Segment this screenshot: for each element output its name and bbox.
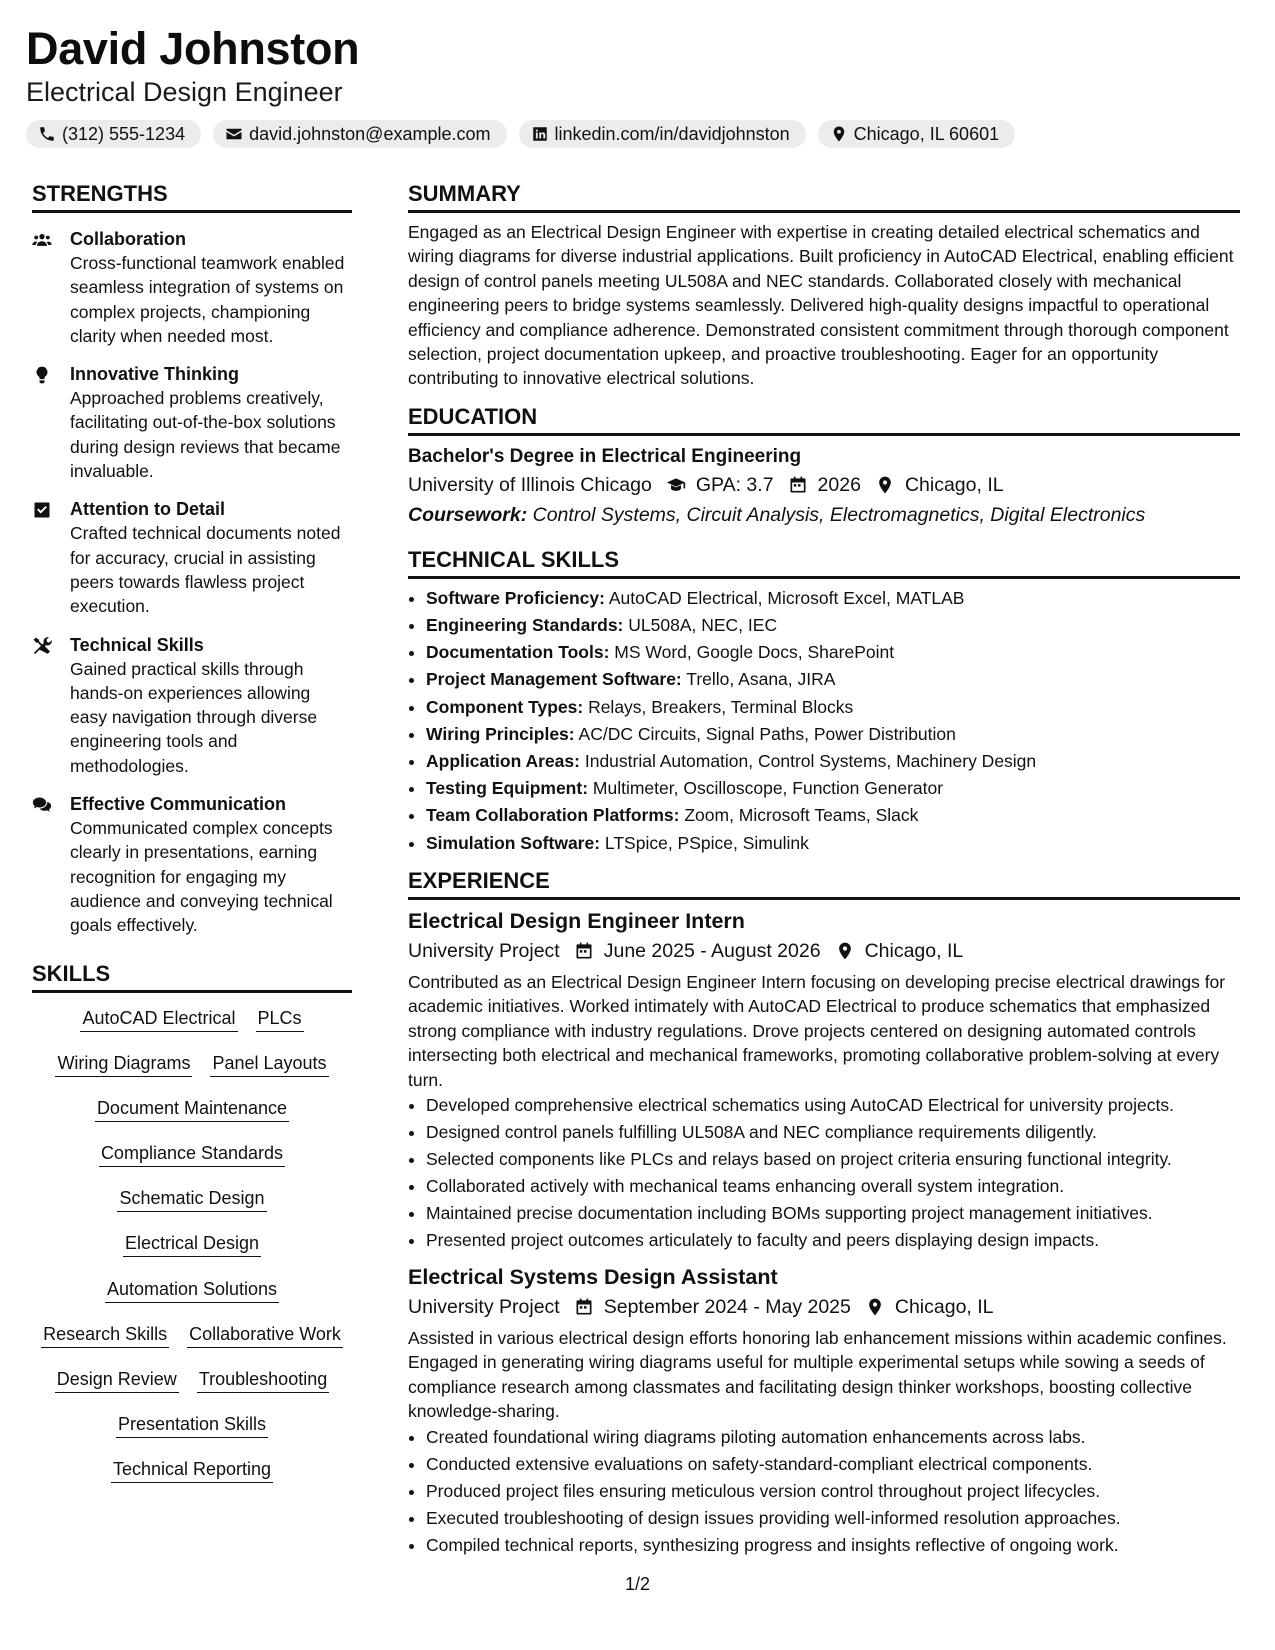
list-item bbox=[426, 721, 1240, 748]
strength-title: Collaboration bbox=[70, 229, 186, 249]
right-column bbox=[408, 180, 1240, 1559]
strength-item bbox=[32, 792, 352, 937]
coursework bbox=[408, 500, 1240, 530]
left-column bbox=[32, 180, 352, 1502]
gpa: GPA: 3.7 bbox=[695, 473, 774, 496]
tech-skill-label: Software Proficiency: bbox=[426, 587, 605, 608]
job-meta bbox=[408, 936, 1240, 966]
skill-tag: Panel Layouts bbox=[210, 1050, 328, 1077]
tech-skill-label: Team Collaboration Platforms: bbox=[426, 805, 680, 826]
list-item: • Created foundational wiring diagrams piloting automation enhancements across labs. bbox=[426, 1424, 1240, 1451]
job-meta bbox=[408, 1292, 1240, 1322]
tech-skill-value: UL508A, NEC, IEC bbox=[628, 615, 778, 636]
contact-linkedin[interactable] bbox=[519, 120, 806, 148]
tech-skill-value: Industrial Automation, Control Systems, Machinery Design bbox=[584, 751, 1037, 772]
phone-icon bbox=[38, 125, 56, 143]
strength-title: Innovative Thinking bbox=[70, 364, 240, 385]
contact-bar bbox=[26, 120, 1249, 148]
job-bullets bbox=[408, 1092, 1240, 1254]
contact-linkedin-text: linkedin.com/in/davidjohnston bbox=[554, 123, 790, 144]
lightbulb-icon bbox=[32, 365, 52, 385]
coursework-label: Coursework: bbox=[408, 503, 528, 526]
skill-row bbox=[32, 1185, 352, 1230]
school-name: University of Illinois Chicago bbox=[408, 473, 652, 496]
skill-row bbox=[32, 1366, 352, 1411]
skill-row bbox=[32, 1456, 352, 1501]
tech-skill-label: Engineering Standards: bbox=[426, 615, 624, 636]
strength-item bbox=[32, 227, 352, 348]
contact-email-text: david.johnston@example.com bbox=[249, 123, 491, 144]
contact-location-text: Chicago, IL 60601 bbox=[853, 123, 1000, 144]
job-location: Chicago, IL bbox=[894, 1295, 994, 1318]
list-item bbox=[426, 748, 1240, 775]
strength-title: Technical Skills bbox=[70, 634, 204, 655]
list-item bbox=[426, 666, 1240, 693]
skill-tag: Document Maintenance bbox=[95, 1095, 289, 1122]
strength-item bbox=[32, 362, 352, 483]
experience-heading: EXPERIENCE bbox=[408, 867, 1240, 900]
tech-skill-value: Zoom, Microsoft Teams, Slack bbox=[684, 805, 919, 826]
skill-tag: Electrical Design bbox=[123, 1230, 261, 1257]
skill-tag: AutoCAD Electrical bbox=[80, 1005, 237, 1032]
skill-row bbox=[32, 1095, 352, 1140]
skill-tag: Research Skills bbox=[41, 1321, 169, 1348]
strength-description: Gained practical skills through hands-on experiences allowing easy navigation through diverse engineering tools and methodologies. bbox=[70, 658, 318, 776]
envelope-icon bbox=[225, 125, 243, 143]
resume-header bbox=[26, 22, 1249, 148]
tech-skill-value: MS Word, Google Docs, SharePoint bbox=[614, 642, 895, 663]
candidate-title: Electrical Design Engineer bbox=[26, 77, 343, 107]
contact-phone[interactable] bbox=[26, 120, 201, 148]
skill-row bbox=[32, 1230, 352, 1275]
skill-row bbox=[32, 1050, 352, 1095]
list-item: • Designed control panels fulfilling UL508A and NEC compliance requirements diligently. bbox=[426, 1119, 1240, 1146]
job-description: Assisted in various electrical design efforts honoring lab enhancement missions within academic confines. Engaged in generating wiring diagrams useful for multiple experimental setups while sowing a seeds of compliance research among classmates and facilitating design thinker workshops, boosting collective knowledge-sharing. bbox=[408, 1327, 1227, 1422]
strength-item bbox=[32, 633, 352, 778]
map-marker-icon bbox=[875, 475, 895, 495]
map-marker-icon bbox=[830, 125, 848, 143]
contact-email[interactable] bbox=[213, 120, 506, 148]
technical-skills-heading: TECHNICAL SKILLS bbox=[408, 546, 1240, 579]
graduation-cap-icon bbox=[666, 475, 686, 495]
skill-row bbox=[32, 1321, 352, 1366]
tech-skill-label: Project Management Software: bbox=[426, 669, 682, 690]
skill-row bbox=[32, 1005, 352, 1050]
contact-location bbox=[818, 120, 1015, 148]
job-dates: September 2024 - May 2025 bbox=[603, 1295, 851, 1318]
summary-text: Engaged as an Electrical Design Engineer with expertise in creating detailed electrical schematics and wiring diagrams for diverse industrial applications. Built proficiency in AutoCAD Electrical, enabling efficient design of control panels meeting UL508A and NEC standards. Collaborated closely with mechanical engineering peers to bridge systems seamlessly. Delivered high-quality designs impactful to operational efficiency and compliance adherence. Demonstrated consistent commitment through thorough component selection, project documentation upkeep, and proactive troubleshooting. Eager for an opportunity contributing to innovative electrical solutions. bbox=[408, 222, 1234, 389]
job-title: Electrical Design Engineer Intern bbox=[408, 908, 745, 933]
list-item bbox=[426, 639, 1240, 666]
skill-row bbox=[32, 1411, 352, 1456]
list-item bbox=[426, 775, 1240, 802]
tech-skill-label: Documentation Tools: bbox=[426, 642, 610, 663]
skill-tag: Compliance Standards bbox=[99, 1140, 285, 1167]
coursework-list: Control Systems, Circuit Analysis, Electromagnetics, Digital Electronics bbox=[532, 503, 1146, 526]
education-location: Chicago, IL bbox=[904, 473, 1004, 496]
list-item: • Conducted extensive evaluations on safety-standard-compliant electrical components. bbox=[426, 1451, 1240, 1478]
degree-title: Bachelor's Degree in Electrical Engineering bbox=[408, 445, 802, 467]
tech-skill-value: Relays, Breakers, Terminal Blocks bbox=[588, 696, 854, 717]
strength-description: Cross-functional teamwork enabled seamless integration of systems on complex projects, championing clarity when needed most. bbox=[70, 253, 345, 346]
list-item: • Produced project files ensuring meticulous version control throughout project lifecycles. bbox=[426, 1478, 1240, 1505]
calendar-icon bbox=[574, 1297, 594, 1317]
skill-row bbox=[32, 1276, 352, 1321]
job-title: Electrical Systems Design Assistant bbox=[408, 1264, 778, 1289]
tech-skill-label: Component Types: bbox=[426, 696, 584, 717]
skill-tag: PLCs bbox=[256, 1005, 304, 1032]
strength-item bbox=[32, 497, 352, 618]
list-item bbox=[426, 830, 1240, 857]
strength-description: Communicated complex concepts clearly in presentations, earning recognition for engaging my audience and conveying technical goals effectively. bbox=[70, 818, 333, 936]
calendar-icon bbox=[574, 941, 594, 961]
tech-skill-value: AutoCAD Electrical, Microsoft Excel, MATLAB bbox=[608, 587, 965, 608]
list-item: • Maintained precise documentation including BOMs supporting project management initiatives. bbox=[426, 1200, 1240, 1227]
skill-tag: Automation Solutions bbox=[105, 1276, 279, 1303]
list-item: • Developed comprehensive electrical schematics using AutoCAD Electrical for university projects. bbox=[426, 1092, 1240, 1119]
tech-skill-label: Wiring Principles: bbox=[426, 723, 575, 744]
strength-title: Attention to Detail bbox=[70, 499, 225, 520]
skill-tag: Presentation Skills bbox=[116, 1411, 268, 1438]
tech-skill-value: Multimeter, Oscilloscope, Function Generator bbox=[592, 778, 944, 799]
list-item: • Presented project outcomes articulately to faculty and peers displaying design impacts. bbox=[426, 1227, 1240, 1254]
skills-list bbox=[32, 1005, 352, 1502]
tech-skill-value: LTSpice, PSpice, Simulink bbox=[604, 832, 809, 853]
skill-tag: Wiring Diagrams bbox=[55, 1050, 192, 1077]
tools-icon bbox=[32, 636, 52, 656]
candidate-name: David Johnston bbox=[26, 23, 360, 74]
job-location: Chicago, IL bbox=[864, 939, 964, 962]
skill-tag: Technical Reporting bbox=[111, 1456, 273, 1483]
list-item: • Compiled technical reports, synthesizing progress and insights reflective of ongoing work. bbox=[426, 1532, 1240, 1559]
tech-skill-label: Simulation Software: bbox=[426, 832, 601, 853]
education-meta bbox=[408, 470, 1240, 500]
technical-skills-list bbox=[408, 585, 1240, 857]
contact-phone-text: (312) 555-1234 bbox=[62, 123, 186, 144]
linkedin-icon bbox=[531, 125, 549, 143]
skills-heading: SKILLS bbox=[32, 960, 352, 993]
list-item bbox=[426, 694, 1240, 721]
users-icon bbox=[32, 230, 52, 250]
calendar-icon bbox=[788, 475, 808, 495]
education-heading: EDUCATION bbox=[408, 403, 1240, 436]
tech-skill-label: Testing Equipment: bbox=[426, 778, 589, 799]
strength-description: Crafted technical documents noted for accuracy, crucial in assisting peers towards flawless project execution. bbox=[70, 523, 341, 617]
list-item bbox=[426, 612, 1240, 639]
tech-skill-label: Application Areas: bbox=[426, 751, 580, 772]
list-item: • Executed troubleshooting of design issues providing well-informed resolution approaches. bbox=[426, 1505, 1240, 1532]
strength-title: Effective Communication bbox=[70, 794, 287, 815]
skill-tag: Design Review bbox=[55, 1366, 179, 1393]
list-item: • Collaborated actively with mechanical teams enhancing overall system integration. bbox=[426, 1173, 1240, 1200]
map-marker-icon bbox=[865, 1297, 885, 1317]
job-dates: June 2025 - August 2026 bbox=[603, 939, 821, 962]
list-item bbox=[426, 802, 1240, 829]
list-item: • Selected components like PLCs and relays based on project criteria ensuring functional integrity. bbox=[426, 1146, 1240, 1173]
comments-icon bbox=[32, 795, 52, 815]
tech-skill-value: AC/DC Circuits, Signal Paths, Power Distribution bbox=[578, 723, 956, 744]
skill-tag: Collaborative Work bbox=[187, 1321, 343, 1348]
job-bullets bbox=[408, 1424, 1240, 1559]
map-marker-icon bbox=[835, 941, 855, 961]
skill-tag: Schematic Design bbox=[117, 1185, 266, 1212]
job-org: University Project bbox=[408, 1295, 560, 1318]
tech-skill-value: Trello, Asana, JIRA bbox=[686, 669, 836, 690]
strengths-heading: STRENGTHS bbox=[32, 180, 352, 213]
graduation-year: 2026 bbox=[817, 473, 861, 496]
job-description: Contributed as an Electrical Design Engineer Intern focusing on developing precise electrical drawings for academic initiatives. Worked intimately with AutoCAD Electrical to produce schematics that emphasized strong compliance with industry regulations. Drove projects centered on designing automated controls intersecting both electrical and mechanical frameworks, promoting collaborative problem-solving at every turn. bbox=[408, 971, 1226, 1090]
check-square-icon bbox=[32, 500, 52, 520]
list-item bbox=[426, 585, 1240, 612]
strength-description: Approached problems creatively, facilitating out-of-the-box solutions during design reviews that became invaluable. bbox=[70, 388, 341, 482]
page-number: 1/2 bbox=[624, 1574, 651, 1594]
skill-tag: Troubleshooting bbox=[197, 1366, 329, 1393]
summary-heading: SUMMARY bbox=[408, 180, 1240, 213]
skill-row bbox=[32, 1140, 352, 1185]
job-org: University Project bbox=[408, 939, 560, 962]
